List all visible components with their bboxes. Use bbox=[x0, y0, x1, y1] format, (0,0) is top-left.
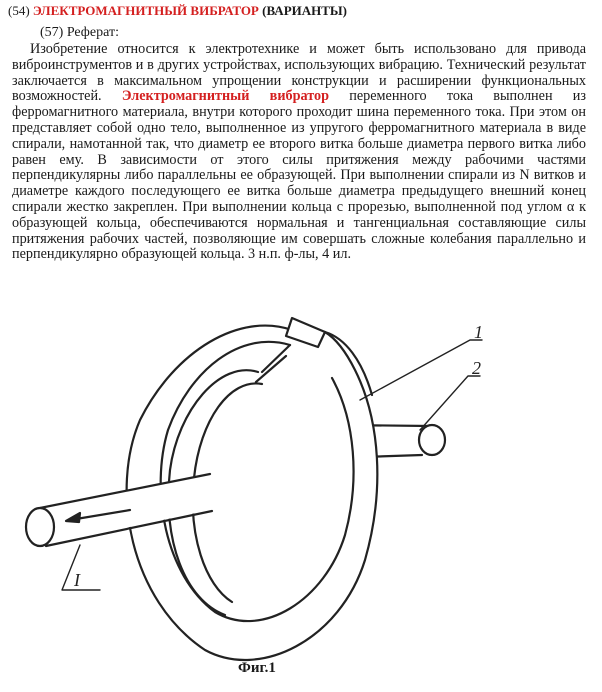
bus-bar-end-left bbox=[26, 508, 54, 546]
patent-title bbox=[8, 3, 347, 19]
leader-2 bbox=[420, 376, 480, 430]
label-I: I bbox=[74, 570, 80, 590]
bus-bar-end-right bbox=[419, 425, 445, 455]
label-2: 2 bbox=[472, 358, 481, 378]
leader-1 bbox=[360, 340, 482, 400]
abstract-label: (57) Реферат: bbox=[40, 25, 119, 40]
leader-I bbox=[62, 545, 100, 590]
figure-caption: Фиг.1 bbox=[238, 660, 276, 676]
title-prefix: (54) bbox=[8, 3, 33, 18]
abstract-text-after: переменного тока выполнен из ферромагнитного материала, внутри которого проходит шина переменного тока. При этом он представляет собой одно тело, выполненное из упругого ферромагнитного материала в виде спирали, намотанной так, что диаметр ее второго витка больше диаметра первого витка либо равен ему. В зависимости от этого силы притяжения между рабочими частями перпендикулярны либо параллельны ее образующей. При выполнении спирали из N витков и диаметре каждого последующего ее витка больше диаметра предыдущего внешний конец спирали жестко закреплен. При выполнении кольца с прорезью, выполненной под углом α к образующей кольца, обеспечиваются нормальная и тангенциальная составляющие силы притяжения рабочих частей, позволяющие им совершать сложные колебания параллельно и перпендикулярно образующей кольца. 3 н.п. ф-лы, 4 ил. bbox=[12, 88, 586, 263]
abstract-text-before: Изобретение относится к электротехнике и может быть использовано для привода виброинструментов и в других устройствах, использующих вибрацию. Технический результат заключается в максимальном упрощении конструкции и расширении функциональных возможностей. bbox=[12, 41, 586, 105]
title-highlight: ЭЛЕКТРОМАГНИТНЫЙ ВИБРАТОР bbox=[32, 3, 259, 18]
abstract-highlight: Электромагнитный вибратор bbox=[121, 88, 329, 105]
vibrator-drawing bbox=[0, 290, 602, 670]
abstract-text bbox=[12, 42, 586, 263]
label-1: 1 bbox=[474, 322, 483, 342]
title-suffix: (ВАРИАНТЫ) bbox=[258, 3, 348, 18]
